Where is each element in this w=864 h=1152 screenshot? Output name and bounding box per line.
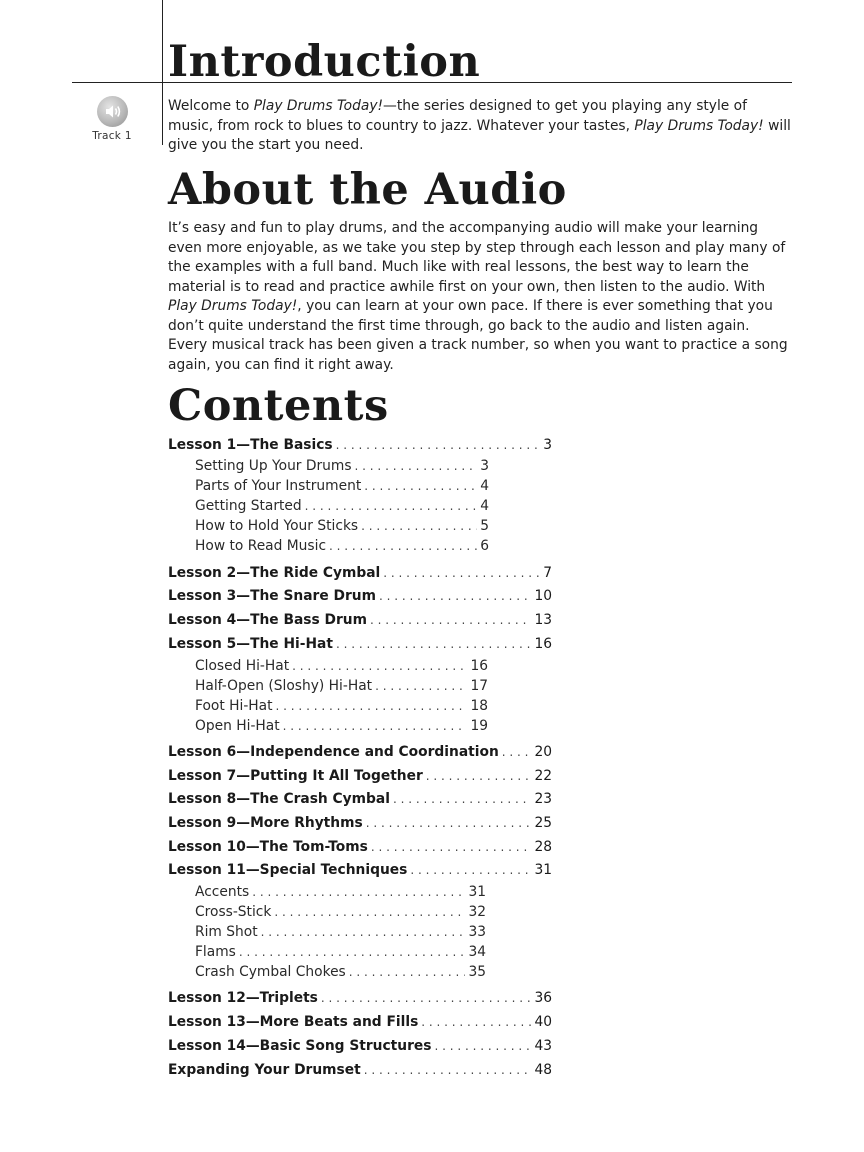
toc-entry-lesson-6[interactable]: Lesson 6—Independence and Coordination . . . 20 bbox=[168, 744, 552, 764]
toc-entry-lesson-12[interactable]: Lesson 12—Triplets . . . 36 bbox=[168, 990, 552, 1010]
audio-track-marker[interactable] bbox=[84, 96, 140, 142]
toc-subentry[interactable]: Open Hi-Hat . . . 19 bbox=[195, 718, 488, 738]
toc-entry-expanding-drumset[interactable]: Expanding Your Drumset . . . 48 bbox=[168, 1062, 552, 1082]
about-audio-paragraph: It’s easy and fun to play drums, and the accompanying audio will make your learning even more enjoyable, as we take you step by step through each lesson and play many of the examples with a full band. Much like with real lessons, the best way to learn the material is to read and practice awhile first on your own, then listen to the audio. With Play Drums Today!, you can learn at your own pace. If there is ever something that you don’t quite understand the first time through, go back to the audio and listen again. Every musical track has been given a track number, so when you want to practice a song again, you can find it right away. bbox=[168, 220, 788, 373]
introduction-heading: Introduction bbox=[168, 37, 481, 87]
toc-subentry[interactable]: Foot Hi-Hat . . . 18 bbox=[195, 698, 488, 718]
toc-subentry[interactable]: Setting Up Your Drums . . . 3 bbox=[195, 458, 489, 478]
toc-subentry[interactable]: Getting Started . . . 4 bbox=[195, 498, 489, 518]
toc-entry-lesson-9[interactable]: Lesson 9—More Rhythms . . . 25 bbox=[168, 815, 552, 835]
contents-heading: Contents bbox=[168, 381, 389, 431]
about-audio-heading: About the Audio bbox=[168, 165, 567, 215]
toc-entry-lesson-4[interactable]: Lesson 4—The Bass Drum . . . 13 bbox=[168, 612, 552, 632]
toc-subentry[interactable]: Parts of Your Instrument . . . 4 bbox=[195, 478, 489, 498]
introduction-paragraph: Welcome to Play Drums Today!—the series designed to get you playing any style of music, from rock to blues to country to jazz. Whatever your tastes, Play Drums Today! will give you the start you need. bbox=[168, 98, 791, 153]
toc-subentry[interactable]: Cross-Stick . . . 32 bbox=[195, 904, 486, 924]
speaker-icon bbox=[97, 96, 128, 127]
toc-entry-lesson-11[interactable]: Lesson 11—Special Techniques . . . 31 bbox=[168, 862, 552, 882]
toc-subentry[interactable]: Half-Open (Sloshy) Hi-Hat . . . 17 bbox=[195, 678, 488, 698]
toc-subentry[interactable]: Crash Cymbal Chokes . . . 35 bbox=[195, 964, 486, 984]
toc-entry-lesson-14[interactable]: Lesson 14—Basic Song Structures . . . 43 bbox=[168, 1038, 552, 1058]
margin-vertical-rule bbox=[162, 0, 163, 145]
toc-entry-lesson-10[interactable]: Lesson 10—The Tom-Toms . . . 28 bbox=[168, 839, 552, 859]
toc-subentry[interactable]: Accents . . . 31 bbox=[195, 884, 486, 904]
toc-entry-lesson-13[interactable]: Lesson 13—More Beats and Fills . . . 40 bbox=[168, 1014, 552, 1034]
toc-entry-lesson-5[interactable]: Lesson 5—The Hi-Hat . . . 16 bbox=[168, 636, 552, 656]
toc-entry-lesson-7[interactable]: Lesson 7—Putting It All Together . . . 22 bbox=[168, 768, 552, 788]
toc-subentry[interactable]: Closed Hi-Hat . . . 16 bbox=[195, 658, 488, 678]
toc-entry-lesson-8[interactable]: Lesson 8—The Crash Cymbal . . . 23 bbox=[168, 791, 552, 811]
toc-entry-lesson-2[interactable]: Lesson 2—The Ride Cymbal . . . 7 bbox=[168, 565, 552, 585]
toc-subentry[interactable]: Flams . . . 34 bbox=[195, 944, 486, 964]
toc-entry-lesson-1[interactable]: Lesson 1—The Basics . . . 3 bbox=[168, 437, 552, 457]
toc-subentry[interactable]: Rim Shot . . . 33 bbox=[195, 924, 486, 944]
toc-entry-lesson-3[interactable]: Lesson 3—The Snare Drum . . . 10 bbox=[168, 588, 552, 608]
toc-subentry[interactable]: How to Read Music . . . 6 bbox=[195, 538, 489, 558]
track-label: Track 1 bbox=[92, 130, 132, 142]
toc-subentry[interactable]: How to Hold Your Sticks . . . 5 bbox=[195, 518, 489, 538]
